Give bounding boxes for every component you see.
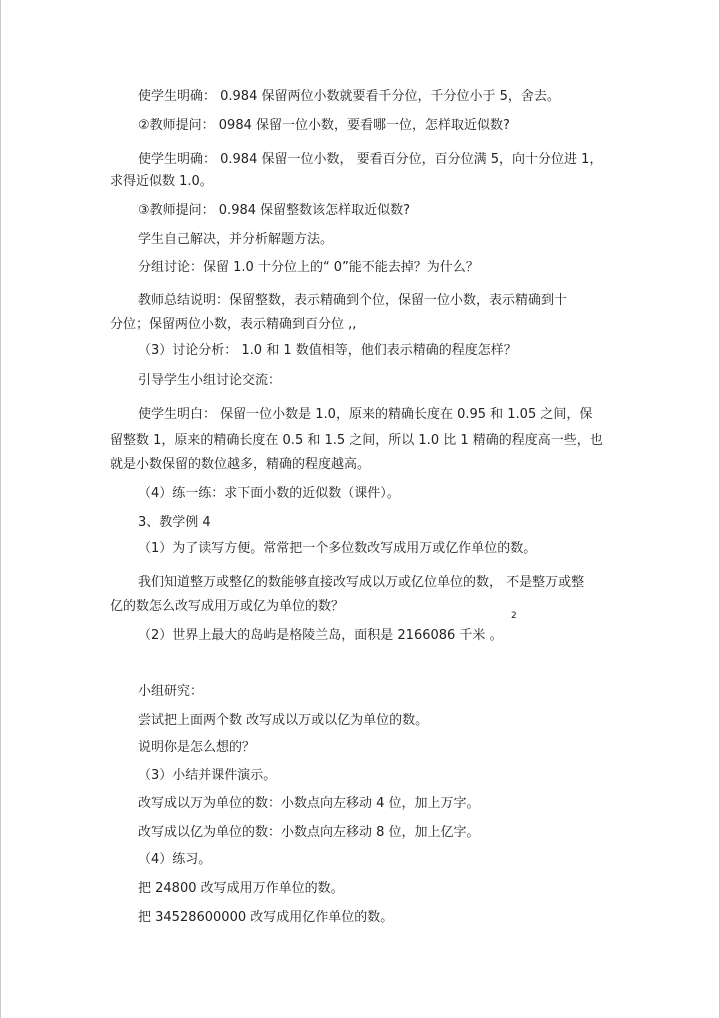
text-line: 求得近似数 1.0。	[110, 174, 213, 189]
superscript-two: 2	[511, 611, 517, 621]
text-line: 把 24800 改写成用万作单位的数。	[138, 881, 344, 896]
text-line: （4）练一练：求下面小数的近似数（课件）。	[138, 486, 400, 501]
text-line: 改写成以亿为单位的数：小数点向左移动 8 位，加上亿字。	[138, 825, 480, 840]
text-line: 引导学生小组讨论交流：	[138, 373, 282, 388]
text-line: 使学生明确： 0.984 保留两位小数就要看千分位，千分位小于 5，舍去。	[138, 89, 560, 104]
text-line: 亿的数怎么改写成用万或亿为单位的数？	[110, 599, 345, 614]
text-line: （2）世界上最大的岛屿是格陵兰岛，面积是 2166086 千米 。	[138, 628, 503, 643]
text-line: 学生自己解决，并分析解题方法。	[138, 232, 334, 247]
text-line: 我们知道整万或整亿的数能够直接改写成以万或亿位单位的数， 不是整万或整	[138, 575, 585, 590]
text-line: ③教师提问： 0.984 保留整数该怎样取近似数?	[138, 203, 411, 218]
text-line: 改写成以万为单位的数：小数点向左移动 4 位，加上万字。	[138, 796, 480, 811]
text-line: 小组研究：	[138, 684, 204, 699]
text-line: （1）为了读写方便。常常把一个多位数改写成用万或亿作单位的数。	[138, 541, 537, 556]
text-line: 尝试把上面两个数 改写成以万或以亿为单位的数。	[138, 713, 429, 728]
text-line: （3）讨论分析： 1.0 和 1 数值相等，他们表示精确的程度怎样？	[138, 343, 517, 358]
text-line: 教师总结说明：保留整数，表示精确到个位，保留一位小数，表示精确到十	[138, 293, 568, 308]
text-line: 说明你是怎么想的？	[138, 740, 256, 755]
text-line: （3）小结并课件演示。	[138, 768, 277, 783]
text-line: 留整数 1，原来的精确长度在 0.5 和 1.5 之间，所以 1.0 比 1 精确的程度高一些，也	[110, 433, 603, 448]
text-line: 分位；保留两位小数，表示精确到百分位 ,,	[110, 317, 357, 332]
text-line: 就是小数保留的数位越多，精确的程度越高。	[110, 457, 371, 472]
text-line: 分组讨论：保留 1.0 十分位上的“ 0”能不能去掉？为什么？	[138, 260, 479, 275]
text-line: 3、教学例 4	[138, 515, 211, 530]
text-line: ②教师提问： 0984 保留一位小数，要看哪一位，怎样取近似数?	[138, 118, 510, 133]
text-line: 使学生明确： 0.984 保留一位小数， 要看百分位，百分位满 5，向十分位进 1，	[138, 152, 603, 167]
text-line: 使学生明白： 保留一位小数是 1.0，原来的精确长度在 0.95 和 1.05 之间，保	[138, 407, 593, 422]
page-border-left	[0, 0, 1, 1018]
text-line: 把 34528600000 改写成用亿作单位的数。	[138, 910, 394, 925]
text-line: （4）练习。	[138, 852, 212, 867]
